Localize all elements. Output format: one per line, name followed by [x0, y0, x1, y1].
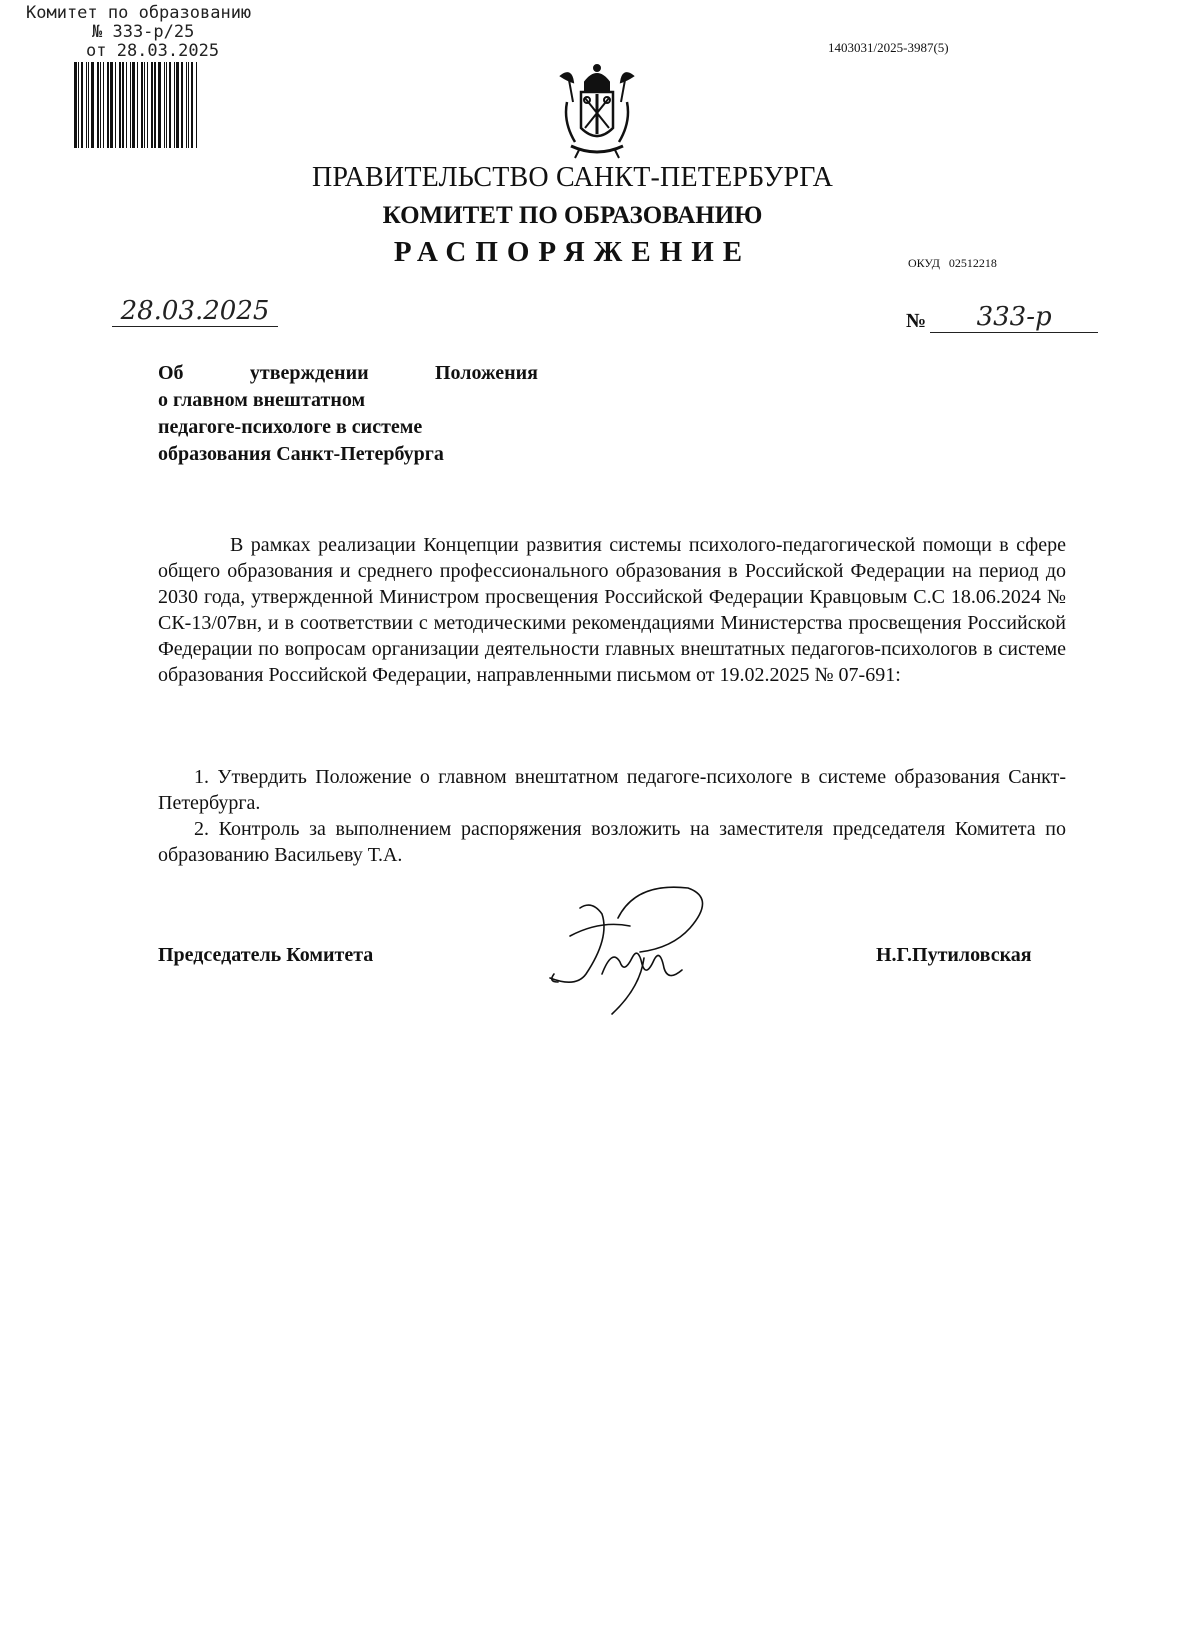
subject-word-3: Положения [434, 362, 538, 384]
subject-line-4: образования Санкт-Петербурга [158, 443, 444, 465]
barcode-bar [164, 62, 165, 148]
handwritten-date: 28.03.2025 [112, 296, 278, 327]
okud-code [908, 256, 997, 271]
barcode-bar [151, 62, 153, 148]
order-item-1: 1. Утвердить Положение о главном внештатном педагоге-психологе в системе образования Санкт-Петербурга. [158, 766, 1066, 814]
okud-value: 02512218 [948, 256, 997, 270]
number-label: № [906, 310, 927, 332]
subject-line-1 [158, 360, 538, 387]
subject-word-1: Об [158, 362, 184, 384]
signatory-name: Н.Г.Путиловская [876, 944, 1032, 966]
barcode-bar [97, 62, 99, 148]
barcode-bar [158, 62, 161, 148]
barcode-bar [169, 62, 171, 148]
barcode-bar [137, 62, 138, 148]
barcode-bar [132, 62, 135, 148]
order-title: РАСПОРЯЖЕНИЕ [393, 236, 752, 268]
barcode-bar [196, 62, 197, 148]
handwritten-signature [540, 878, 720, 1018]
barcode-bar [119, 62, 121, 148]
stamp-date: от 28.03.2025 [86, 41, 220, 61]
barcode-bar [188, 62, 189, 148]
barcode-bar [191, 62, 193, 148]
barcode-bar [86, 62, 87, 148]
coat-of-arms-emblem [553, 62, 641, 162]
stamp-committee: Комитет по образованию [26, 3, 252, 23]
barcode-bar [176, 62, 179, 148]
subject-line-2: о главном внештатном [158, 389, 366, 411]
order-number [906, 302, 1098, 333]
barcode-bar [147, 62, 148, 148]
barcode-bar [78, 62, 79, 148]
subject-line-3: педагоге-психологе в системе [158, 416, 423, 438]
barcode-bar [154, 62, 156, 148]
barcode-bar [174, 62, 175, 148]
barcode-bar [107, 62, 109, 148]
registration-stamp [26, 4, 251, 61]
barcode-bar [122, 62, 124, 148]
barcode-bar [144, 62, 145, 148]
barcode-bar [115, 62, 116, 148]
order-item-2: 2. Контроль за выполнением распоряжения возложить на заместителя председателя Комитета по образованию Васильеву Т.А. [158, 818, 1066, 866]
stamp-number: № 333-р/25 [92, 22, 195, 42]
barcode-bar [100, 62, 101, 148]
preamble-paragraph: В рамках реализации Концепции развития системы психолого-педагогической помощи в сфере общего образования и среднего профессионального образования в Российской Федерации на период до 2030 года, утвержденной Министром просвещения Российской Федерации Кравцовым С.С 18.06.2024 № СК-13/07вн, и в соответствии с методическими рекомендациями Министерства просвещения Российской Федерации по вопросам организации деятельности главных внештатных педагогов-психологов в системе образования Российской Федерации, направленными письмом от 19.02.2025 № 07-691: [158, 534, 1066, 686]
signatory-title: Председатель Комитета [158, 944, 374, 966]
barcode-bar [110, 62, 113, 148]
handwritten-number: 333-р [930, 302, 1098, 333]
barcode-bar [166, 62, 167, 148]
barcode-bar [141, 62, 143, 148]
order-subject [158, 360, 538, 468]
barcode-bar [91, 62, 94, 148]
barcode-bar [186, 62, 187, 148]
barcode-bar [88, 62, 89, 148]
committee-title: КОМИТЕТ ПО ОБРАЗОВАНИЮ [382, 202, 763, 229]
barcode-bar [74, 62, 77, 148]
document-id: 1403031/2025-3987(5) [828, 40, 949, 55]
barcode [74, 62, 198, 148]
barcode-bar [130, 62, 131, 148]
barcode-bar [103, 62, 104, 148]
government-title: ПРАВИТЕЛЬСТВО САНКТ-ПЕТЕРБУРГА [312, 162, 833, 193]
barcode-bar [81, 62, 83, 148]
barcode-bar [126, 62, 127, 148]
barcode-bar [181, 62, 183, 148]
subject-word-2: утверждении [249, 362, 369, 384]
okud-label: ОКУД [908, 256, 940, 270]
